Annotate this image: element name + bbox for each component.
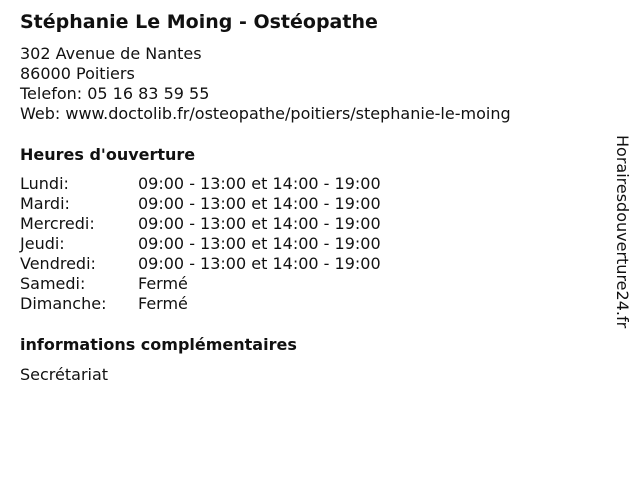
page-title: Stéphanie Le Moing - Ostéopathe bbox=[20, 11, 378, 33]
day-label: Mercredi: bbox=[20, 214, 95, 233]
hours-row-saturday bbox=[20, 274, 381, 294]
site-watermark bbox=[611, 135, 633, 345]
phone-number: Telefon: 05 16 83 59 55 bbox=[20, 84, 210, 103]
time-value: 09:00 - 13:00 et 14:00 - 19:00 bbox=[138, 234, 381, 253]
day-label: Jeudi: bbox=[20, 234, 65, 253]
city-postal: 86000 Poitiers bbox=[20, 64, 135, 83]
day-label: Vendredi: bbox=[20, 254, 96, 273]
additional-info-heading: informations complémentaires bbox=[20, 335, 297, 354]
hours-row-monday bbox=[20, 174, 381, 194]
day-label: Dimanche: bbox=[20, 294, 107, 313]
website: Web: www.doctolib.fr/osteopathe/poitiers/stephanie-le-moing bbox=[20, 104, 511, 123]
opening-hours-table bbox=[20, 174, 381, 314]
time-value: 09:00 - 13:00 et 14:00 - 19:00 bbox=[138, 214, 381, 233]
time-value: 09:00 - 13:00 et 14:00 - 19:00 bbox=[138, 194, 381, 213]
watermark-text: Horairesdouverture24.fr bbox=[613, 135, 632, 329]
time-value: Fermé bbox=[138, 294, 188, 313]
hours-row-tuesday bbox=[20, 194, 381, 214]
time-value: 09:00 - 13:00 et 14:00 - 19:00 bbox=[138, 254, 381, 273]
address-block bbox=[20, 44, 511, 124]
day-label: Samedi: bbox=[20, 274, 86, 293]
time-value: Fermé bbox=[138, 274, 188, 293]
hours-row-sunday bbox=[20, 294, 381, 314]
hours-row-friday bbox=[20, 254, 381, 274]
street-address: 302 Avenue de Nantes bbox=[20, 44, 202, 63]
hours-row-thursday bbox=[20, 234, 381, 254]
opening-hours-heading: Heures d'ouverture bbox=[20, 145, 196, 164]
time-value: 09:00 - 13:00 et 14:00 - 19:00 bbox=[138, 174, 381, 193]
hours-row-wednesday bbox=[20, 214, 381, 234]
day-label: Mardi: bbox=[20, 194, 70, 213]
day-label: Lundi: bbox=[20, 174, 69, 193]
additional-info-text: Secrétariat bbox=[20, 365, 109, 384]
